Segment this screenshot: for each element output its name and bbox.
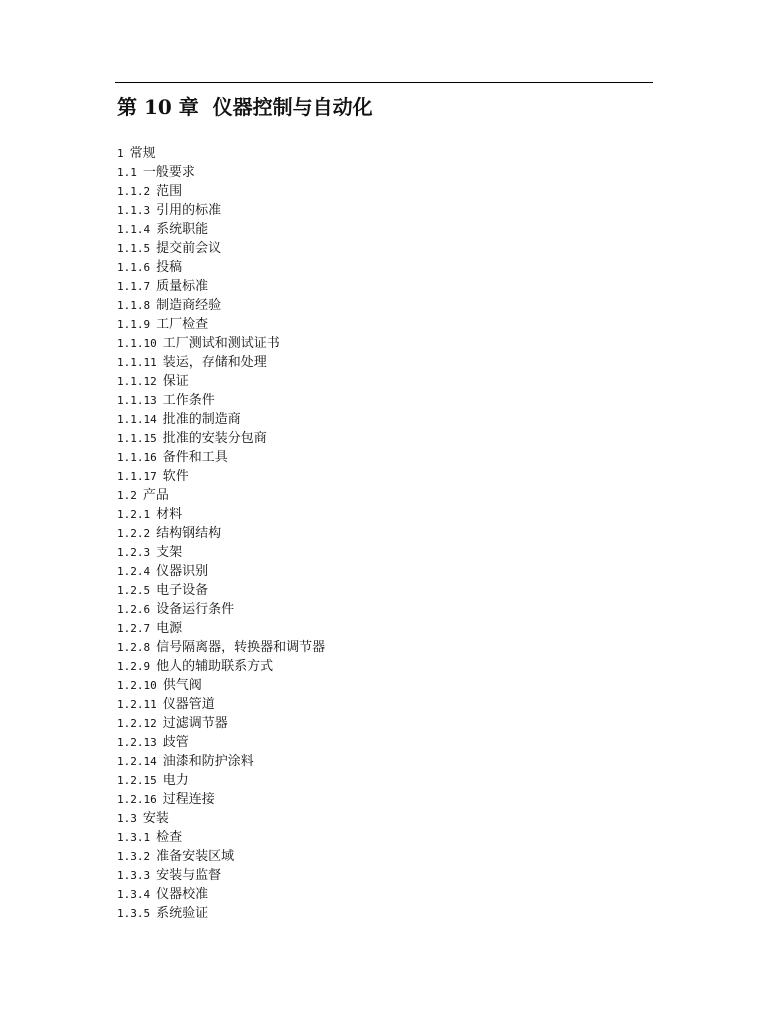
toc-entry — [117, 619, 647, 638]
toc-entry-number: 1.2.11 — [117, 698, 157, 711]
toc-entry — [117, 201, 647, 220]
toc-entry — [117, 904, 647, 923]
chapter-title: 第 10 章 仪器控制与自动化 — [117, 95, 373, 119]
toc-entry — [117, 334, 647, 353]
toc-entry — [117, 638, 647, 657]
toc-entry — [117, 600, 647, 619]
toc-entry — [117, 885, 647, 904]
toc-entry-number: 1.3.4 — [117, 888, 151, 901]
toc-entry-number: 1.1.16 — [117, 451, 157, 464]
toc-entry-number: 1.2.1 — [117, 508, 151, 521]
toc-entry — [117, 771, 647, 790]
toc-entry-label: 准备安装区域 — [156, 849, 235, 864]
toc-entry — [117, 448, 647, 467]
toc-entry-label: 电子设备 — [156, 583, 209, 598]
toc-entry — [117, 809, 647, 828]
toc-entry-label: 投稿 — [156, 260, 183, 275]
toc-entry-label: 提交前会议 — [156, 241, 222, 256]
header-rule — [115, 82, 653, 83]
toc-entry-number: 1.3.2 — [117, 850, 151, 863]
toc-entry-number: 1.2.6 — [117, 603, 151, 616]
toc-entry — [117, 372, 647, 391]
toc-entry-label: 材料 — [156, 507, 183, 522]
toc-entry-label: 仪器管道 — [162, 697, 215, 712]
toc-entry-label: 他人的辅助联系方式 — [156, 659, 274, 674]
toc-entry-label: 过滤调节器 — [162, 716, 228, 731]
toc-entry — [117, 828, 647, 847]
toc-entry-number: 1.3.5 — [117, 907, 151, 920]
toc-entry-label: 供气阀 — [162, 678, 202, 693]
toc-entry — [117, 220, 647, 239]
toc-entry — [117, 239, 647, 258]
toc-entry — [117, 258, 647, 277]
toc-entry-label: 软件 — [162, 469, 189, 484]
toc-entry-number: 1.2 — [117, 489, 137, 502]
toc-entry-number: 1.1 — [117, 166, 137, 179]
toc-entry-number: 1.1.17 — [117, 470, 157, 483]
toc-entry — [117, 486, 647, 505]
toc-entry-number: 1.1.12 — [117, 375, 157, 388]
toc-entry-label: 保证 — [162, 374, 189, 389]
toc-entry-label: 检查 — [156, 830, 183, 845]
toc-entry-label: 支架 — [156, 545, 183, 560]
toc-entry-number: 1.1.11 — [117, 356, 157, 369]
toc-entry — [117, 524, 647, 543]
toc-entry-number: 1.1.6 — [117, 261, 151, 274]
toc-entry-label: 引用的标准 — [156, 203, 222, 218]
toc-entry-number: 1.2.9 — [117, 660, 151, 673]
toc-entry — [117, 277, 647, 296]
toc-entry-number: 1.3.1 — [117, 831, 151, 844]
toc-entry-number: 1.1.13 — [117, 394, 157, 407]
toc-entry-label: 仪器校准 — [156, 887, 209, 902]
toc-entry-label: 系统验证 — [156, 906, 209, 921]
toc-entry — [117, 505, 647, 524]
toc-entry-number: 1.1.4 — [117, 223, 151, 236]
toc-entry-number: 1.2.2 — [117, 527, 151, 540]
toc-entry — [117, 562, 647, 581]
toc-entry-label: 工厂检查 — [156, 317, 209, 332]
toc-entry-label: 电力 — [162, 773, 189, 788]
toc-entry-label: 系统职能 — [156, 222, 209, 237]
toc-entry-number: 1.2.5 — [117, 584, 151, 597]
toc-entry — [117, 695, 647, 714]
toc-entry — [117, 296, 647, 315]
toc-entry-label: 过程连接 — [162, 792, 215, 807]
toc-entry-number: 1.1.15 — [117, 432, 157, 445]
toc-entry-number: 1.1.14 — [117, 413, 157, 426]
toc-entry-number: 1 — [117, 147, 124, 160]
toc-entry — [117, 866, 647, 885]
toc-entry — [117, 410, 647, 429]
toc-entry-label: 一般要求 — [142, 165, 195, 180]
toc-entry-number: 1.1.10 — [117, 337, 157, 350]
toc-entry-label: 批准的安装分包商 — [162, 431, 267, 446]
toc-entry-label: 信号隔离器，转换器和调节器 — [156, 640, 326, 655]
toc-entry — [117, 847, 647, 866]
toc-entry-label: 范围 — [156, 184, 183, 199]
toc-entry-label: 安装 — [142, 811, 169, 826]
toc-entry-label: 备件和工具 — [162, 450, 228, 465]
toc-entry-label: 设备运行条件 — [156, 602, 235, 617]
toc-entry-label: 油漆和防护涂料 — [162, 754, 254, 769]
toc-entry-number: 1.3 — [117, 812, 137, 825]
toc-entry-label: 工作条件 — [162, 393, 215, 408]
toc-entry-number: 1.1.3 — [117, 204, 151, 217]
toc-entry-number: 1.2.8 — [117, 641, 151, 654]
toc-entry-label: 仪器识别 — [156, 564, 209, 579]
toc-entry-label: 常规 — [129, 146, 156, 161]
toc-entry — [117, 714, 647, 733]
toc-entry-label: 产品 — [142, 488, 169, 503]
toc-entry-number: 1.2.7 — [117, 622, 151, 635]
toc-entry-number: 1.1.5 — [117, 242, 151, 255]
toc-entry-number: 1.2.10 — [117, 679, 157, 692]
toc-entry-label: 批准的制造商 — [162, 412, 241, 427]
toc-entry-label: 歧管 — [162, 735, 189, 750]
toc-entry — [117, 790, 647, 809]
toc-entry — [117, 543, 647, 562]
toc-entry-number: 1.2.16 — [117, 793, 157, 806]
toc-entry — [117, 182, 647, 201]
toc-entry-label: 安装与监督 — [156, 868, 222, 883]
toc-entry — [117, 657, 647, 676]
toc-entry — [117, 752, 647, 771]
toc-entry — [117, 144, 647, 163]
toc-entry-number: 1.2.3 — [117, 546, 151, 559]
toc-entry-number: 1.2.14 — [117, 755, 157, 768]
toc-entry-number: 1.2.13 — [117, 736, 157, 749]
toc-entry-number: 1.3.3 — [117, 869, 151, 882]
toc-entry-number: 1.2.12 — [117, 717, 157, 730]
toc-entry-label: 工厂测试和测试证书 — [162, 336, 280, 351]
toc-entry-number: 1.1.7 — [117, 280, 151, 293]
toc-entry — [117, 391, 647, 410]
toc-entry — [117, 581, 647, 600]
toc-entry — [117, 467, 647, 486]
toc-entry-label: 质量标准 — [156, 279, 209, 294]
toc-entry — [117, 429, 647, 448]
toc-entry-number: 1.1.8 — [117, 299, 151, 312]
toc-entry-label: 结构钢结构 — [156, 526, 222, 541]
toc-entry-label: 制造商经验 — [156, 298, 222, 313]
toc-entry — [117, 733, 647, 752]
toc-list — [117, 144, 647, 923]
toc-entry-number: 1.2.4 — [117, 565, 151, 578]
toc-entry-number: 1.1.2 — [117, 185, 151, 198]
toc-entry-label: 装运，存储和处理 — [162, 355, 267, 370]
toc-entry — [117, 315, 647, 334]
toc-entry-label: 电源 — [156, 621, 183, 636]
toc-entry-number: 1.1.9 — [117, 318, 151, 331]
toc-entry — [117, 353, 647, 372]
toc-entry — [117, 676, 647, 695]
toc-entry — [117, 163, 647, 182]
toc-entry-number: 1.2.15 — [117, 774, 157, 787]
